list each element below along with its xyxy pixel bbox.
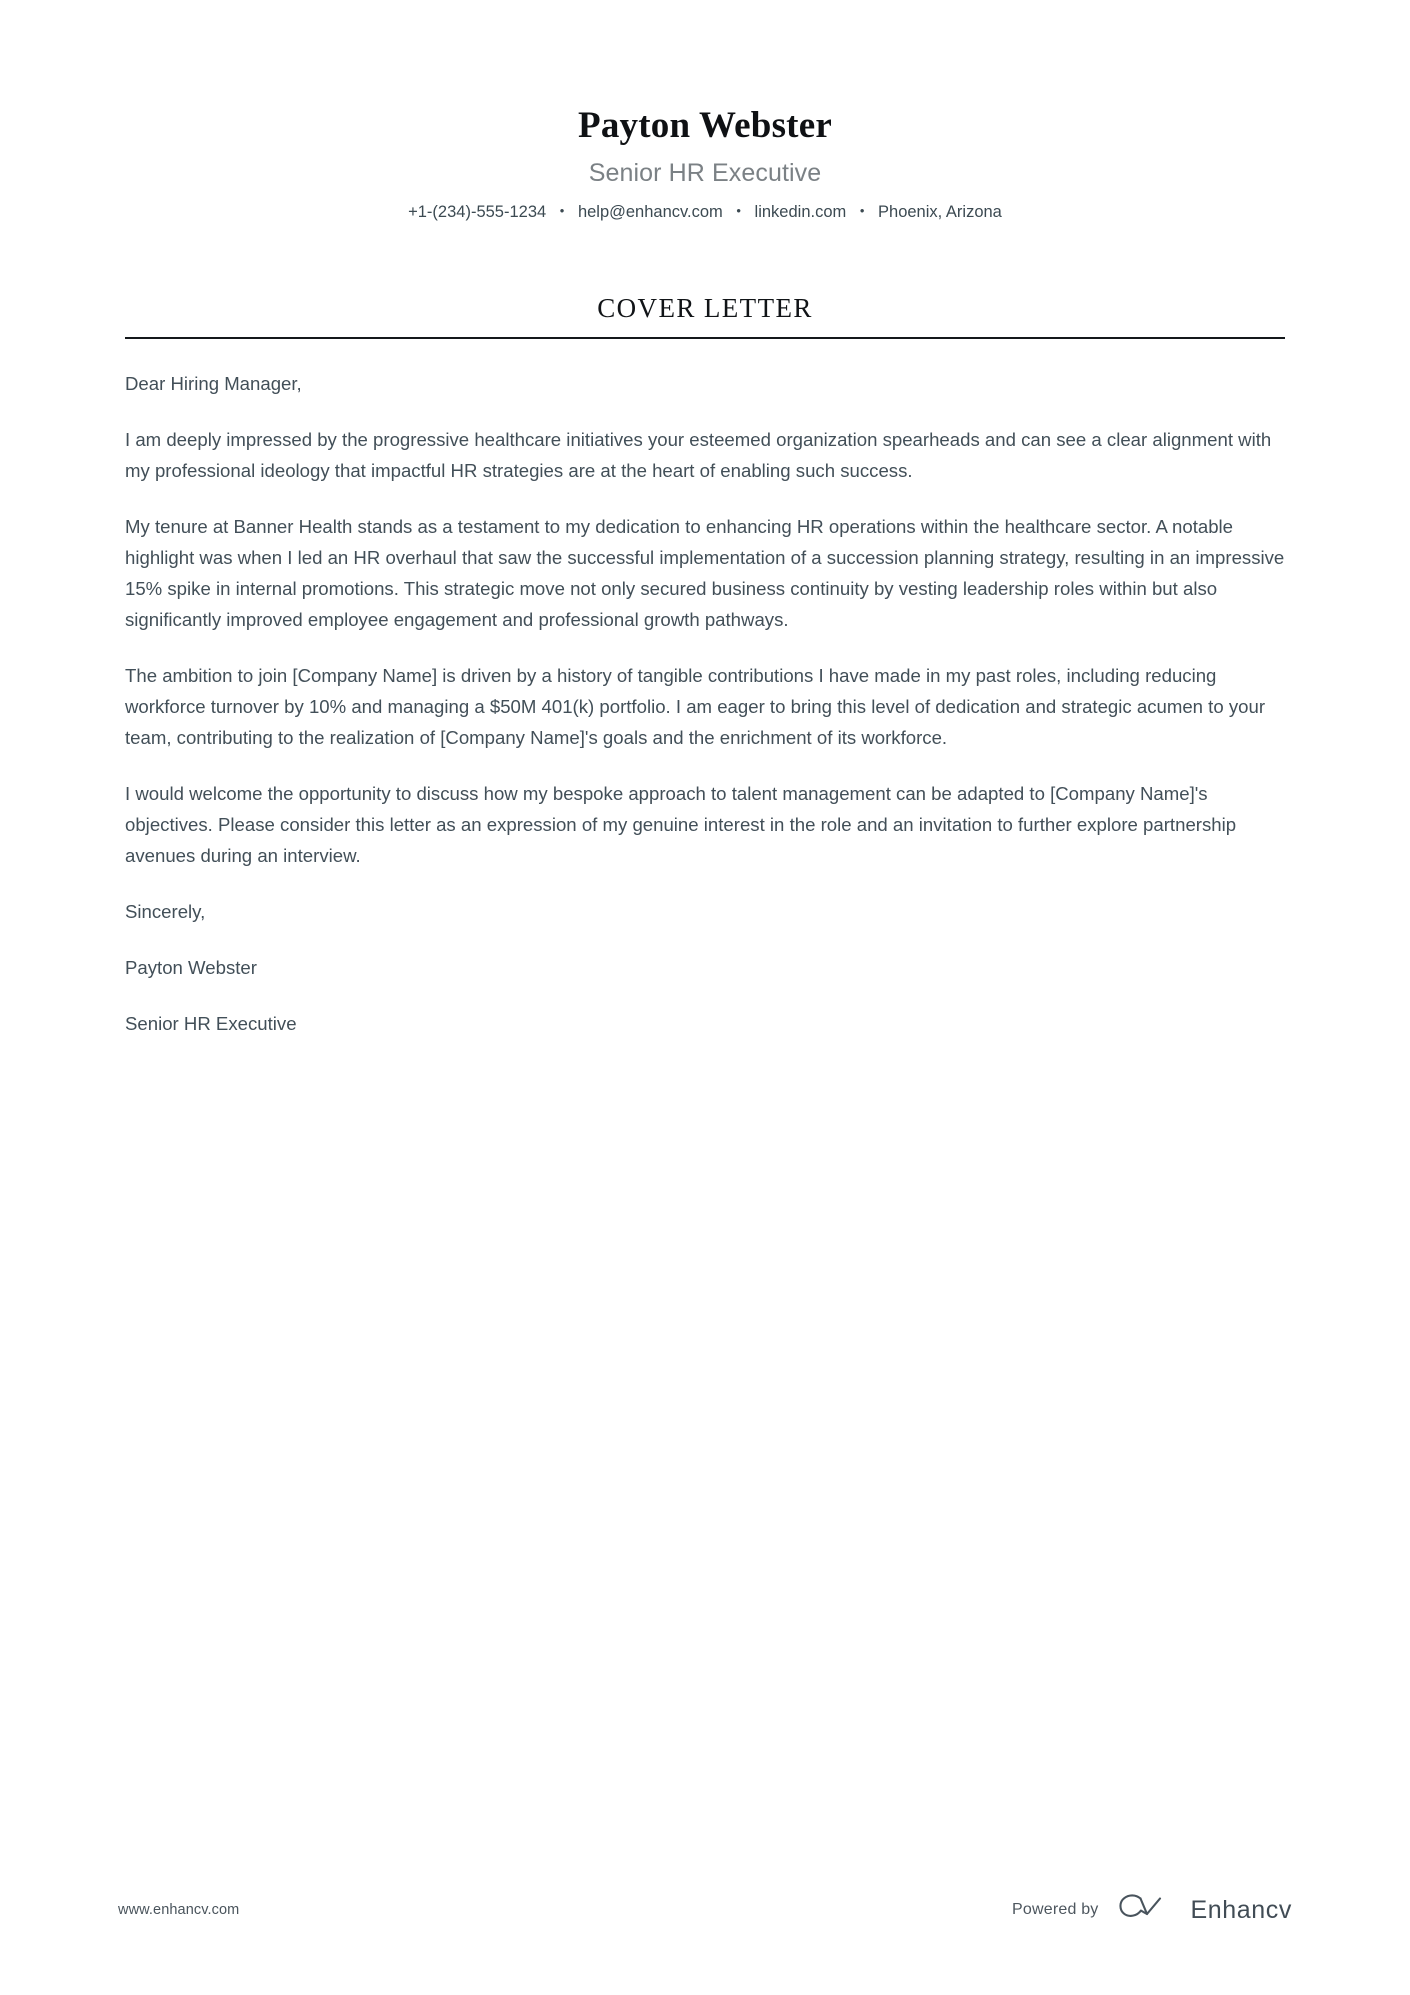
contact-separator-icon: • bbox=[859, 203, 865, 219]
contact-linkedin: linkedin.com bbox=[754, 203, 847, 222]
section-title: COVER LETTER bbox=[597, 293, 813, 324]
document-footer bbox=[0, 1893, 1410, 1927]
contact-separator-icon: • bbox=[736, 203, 741, 219]
footer-website-url[interactable]: www.enhancv.com bbox=[118, 1902, 240, 1918]
contact-phone: +1-(234)-555-1234 bbox=[408, 203, 547, 222]
letter-closing: Sincerely, bbox=[125, 901, 206, 923]
letter-signature-title: Senior HR Executive bbox=[125, 1013, 297, 1035]
candidate-name: Payton Webster bbox=[578, 105, 832, 146]
section-divider bbox=[125, 337, 1285, 339]
powered-by-label: Powered by bbox=[1012, 1901, 1099, 1918]
letter-salutation: Dear Hiring Manager, bbox=[125, 373, 302, 395]
letter-paragraph: The ambition to join [Company Name] is driven by a history of tangible contributions I have made in my past roles, including reducing workforce turnover by 10% and managing a $50M 401(k) portfolio. I am eager to bring this level of dedication and strategic acumen to your team, contributing to the realization of [Company Name]'s goals and the enrichment of its workforce. bbox=[125, 665, 1266, 749]
letter-body bbox=[0, 368, 1410, 1039]
footer-branding bbox=[1012, 1893, 1292, 1928]
letter-paragraph: My tenure at Banner Health stands as a testament to my dedication to enhancing HR operations within the healthcare sector. A notable highlight was when I led an HR overhaul that saw the successful implementation of a succession planning strategy, resulting in an impressive 15% spike in internal promotions. This strategic move not only secured business continuity by vesting leadership roles within but also significantly improved employee engagement and professional growth pathways. bbox=[125, 516, 1285, 631]
contact-line bbox=[0, 201, 1410, 224]
cover-letter-section-header bbox=[0, 293, 1410, 339]
enhancv-wordmark: Enhancv bbox=[1190, 1895, 1292, 1924]
enhancv-logo[interactable] bbox=[1116, 1893, 1293, 1928]
letter-paragraph: I am deeply impressed by the progressive healthcare initiatives your esteemed organization spearheads and can see a clear alignment with my professional ideology that impactful HR strategies are at the heart of enabling such success. bbox=[125, 429, 1272, 482]
enhancv-infinity-icon bbox=[1116, 1893, 1178, 1928]
letter-signature-name: Payton Webster bbox=[125, 957, 257, 979]
document-header bbox=[0, 0, 1410, 224]
letter-paragraph: I would welcome the opportunity to discuss how my bespoke approach to talent management can be adapted to [Company Name]'s objectives. Please consider this letter as an expression of my genuine interest in the role and an invitation to further explore partnership avenues during an interview. bbox=[125, 783, 1237, 867]
candidate-job-title: Senior HR Executive bbox=[588, 159, 822, 188]
contact-separator-icon: • bbox=[559, 203, 565, 219]
contact-location: Phoenix, Arizona bbox=[878, 203, 1002, 222]
contact-email: help@enhancv.com bbox=[577, 203, 723, 222]
